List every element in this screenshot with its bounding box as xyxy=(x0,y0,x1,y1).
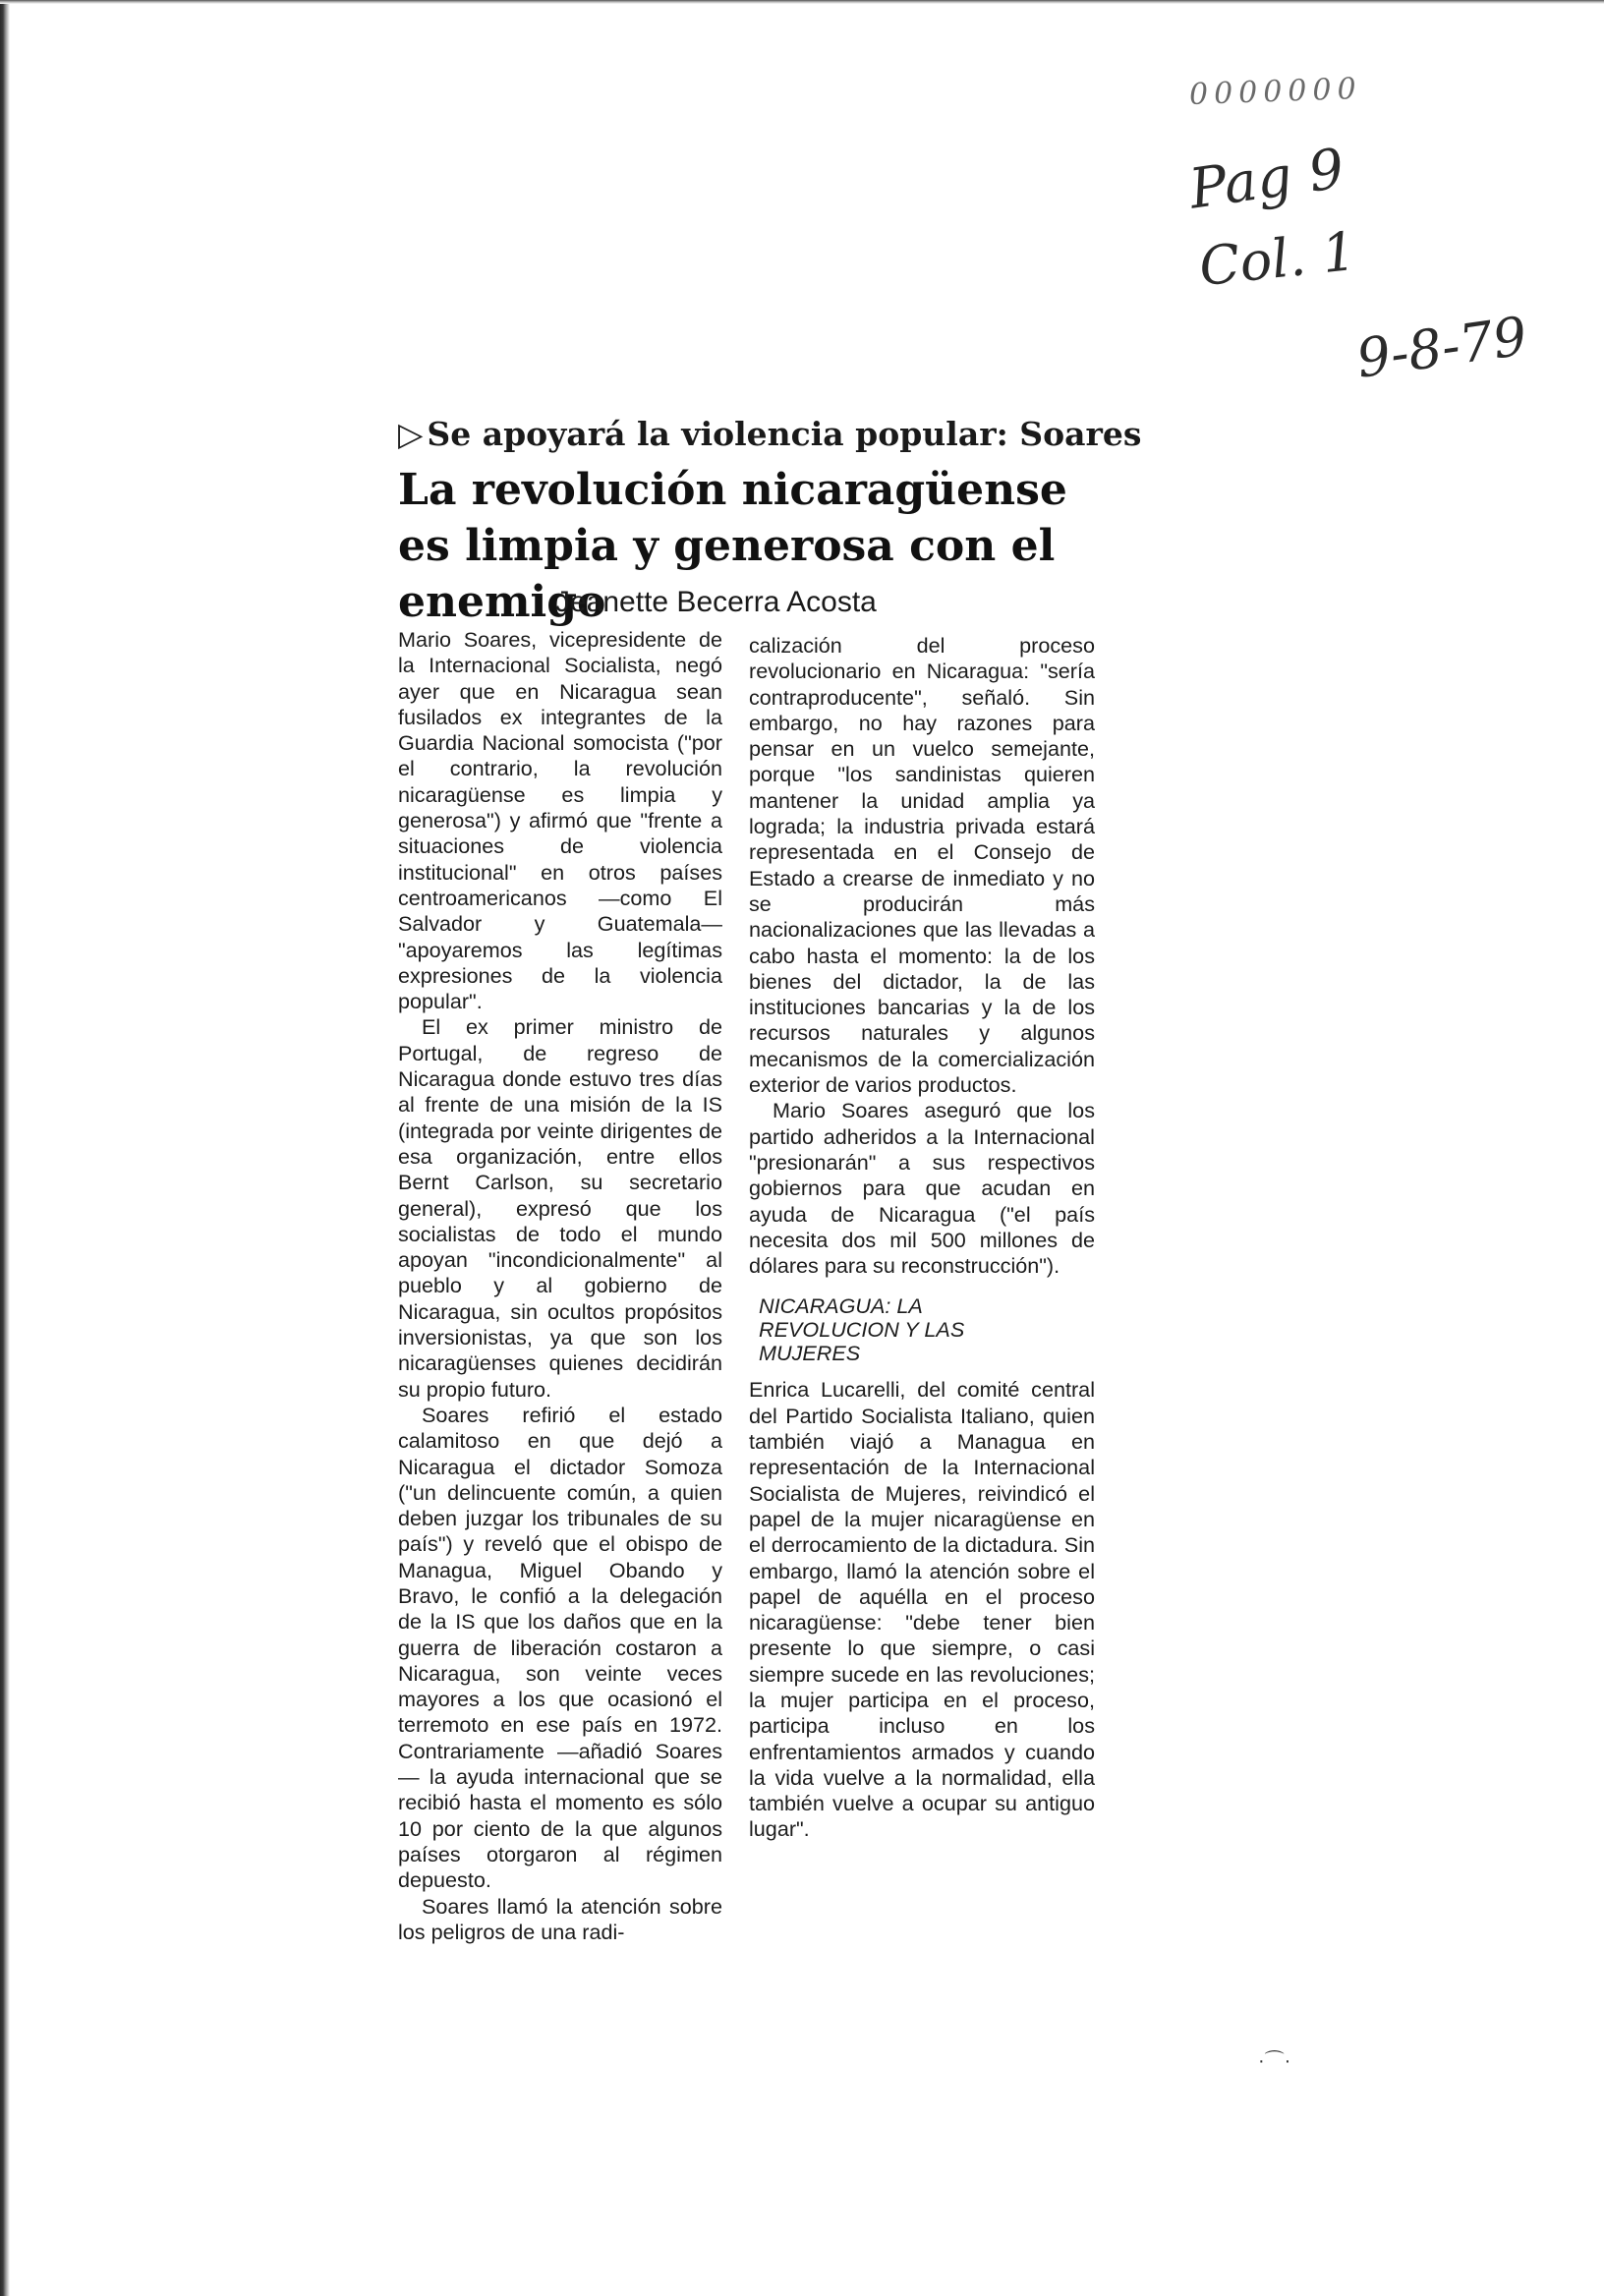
handwritten-column-number: Col. 1 xyxy=(1196,219,1359,299)
scan-left-edge xyxy=(0,0,10,2296)
kicker-arrow-icon: ▷ xyxy=(398,415,424,453)
paragraph: El ex primer ministro de Portugal, de regreso de Nicaragua donde estuvo tres días al frente de una misión de la IS (integrada por veinte dirigentes de esa organización, entre ellos Bernt Carlson, su secretario general), expresó que los socialistas de todo el mundo apoyan "incondicionalmente" al pueblo y al gobierno de Nicaragua, sin ocultos propósitos inversionistas, ya que son los nicaragüenses quienes decidirán su propio futuro. xyxy=(398,1014,722,1402)
handwritten-date: 9-8-79 xyxy=(1352,305,1531,390)
paragraph: calización del proceso revolucionario en Nicaragua: "sería contraproducente", señaló. Sin embargo, no hay razones para pensar en un vuelco semejante, porque "los sandinistas quieren mantener la unidad amplia ya lograda; la industria privada estará representada en el Consejo de Estado a crearse de inmediato y no se producirán más nacionalizaciones que las llevadas a cabo hasta el momento: la de los bienes del dictador, la de las instituciones bancarias y la de los recursos naturales y algunos mecanismos de la comercialización exterior de varios productos. xyxy=(749,633,1095,1098)
paragraph: Enrica Lucarelli, del comité central del Partido Socialista Italiano, quien también viajó a Managua en representación de la Internacional Socialista de Mujeres, reivindicó el papel de la mujer nicaragüense en el derrocamiento de la dictadura. Sin embargo, llamó la atención sobre el papel de aquélla en el proceso nicaragüense: "debe tener bien presente lo que siempre, o casi siempre sucede en las revoluciones; la mujer participa en el proceso, participa incluso en los enfrentamientos armados y cuando la vida vuelve a la normalidad, ella también vuelve a ocupar su antiguo lugar". xyxy=(749,1377,1095,1842)
kicker-text: Se apoyará la violencia popular: Soares xyxy=(427,415,1142,453)
paragraph: Soares refirió el estado calamitoso en que dejó a Nicaragua el dictador Somoza ("un delincuente común, a quien deben juzgar los tribunales de su país") y reveló que el obispo de Managua, Miguel Obando y Bravo, le confió a la delegación de la IS que los daños que en la guerra de liberación costaron a Nicaragua, son veinte veces mayores a los que ocasionó el terremoto en ese país en 1972. Contrariamente —añadió Soares— la ayuda internacional que se recibió hasta el momento es sólo 10 por ciento de la que algunos países otorgaron al régimen depuesto. xyxy=(398,1402,722,1893)
scan-top-edge xyxy=(0,0,1604,4)
article-column-right xyxy=(749,633,1095,1843)
handwritten-page-number: Pag 9 xyxy=(1185,137,1348,222)
article-subhead: NICARAGUA: LA REVOLUCION Y LAS MUJERES xyxy=(759,1293,965,1366)
paragraph: Mario Soares, vicepresidente de la Internacional Socialista, negó ayer que en Nicaragua sean fusilados ex integrantes de la Guardia Nacional somocista ("por el contrario, la revolución nicaragüense es limpia y generosa") y afirmó que "frente a situaciones de violencia institucional" en otros países centroamericanos —como El Salvador y Guatemala— "apoyaremos las legítimas expresiones de la violencia popular". xyxy=(398,627,722,1014)
paragraph: Soares llamó la atención sobre los peligros de una radi- xyxy=(398,1893,722,1944)
paragraph: Mario Soares aseguró que los partido adheridos a la Internacional "presionarán" a sus respectivos gobiernos para que acudan en ayuda de Nicaragua ("el país necesita dos mil 500 millones de dólares para su reconstrucción"). xyxy=(749,1098,1095,1279)
article-headline: La revolución nicaragüense es limpia y generosa con el enemigo xyxy=(398,465,1067,627)
article-byline: Jeanette Becerra Acosta xyxy=(555,586,877,618)
scan-mark: ·⌒· xyxy=(1258,2050,1291,2072)
article-column-left xyxy=(398,627,722,1945)
article-kicker xyxy=(398,415,1141,453)
handwritten-archive-code: 0000000 xyxy=(1188,71,1363,113)
